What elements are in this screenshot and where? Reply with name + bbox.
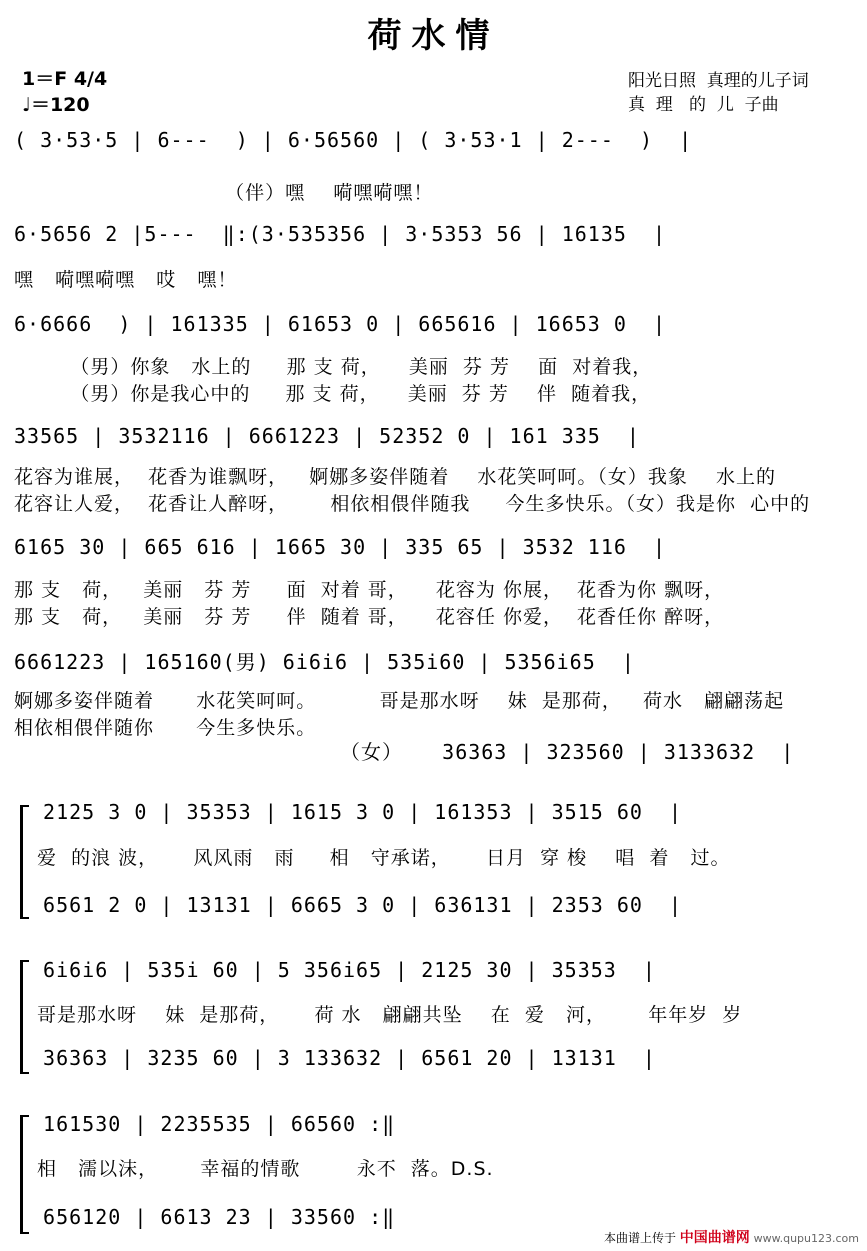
notation-line: 2125 3 0 | 35353 | 1615 3 0 | 161353 | 3515 60 | [30, 800, 683, 824]
notation-line: ( 3·53·5 | 6--- ) | 6·56560 | ( 3·53·1 | 2--- ) | [14, 128, 693, 152]
lyrics-line: 那 支 荷， 美丽 芬 芳 面 对着 哥， 花容为 你展， 花香为你 飘呀， [14, 579, 725, 601]
lyricist-credit: 阳光日照 真理的儿子词 [628, 71, 809, 91]
lyrics-line: 哥是那水呀 妹 是那荷， 荷 水 翩翩共坠 在 爱 河， 年年岁 岁 [30, 1004, 743, 1026]
score-title: 荷水情 [367, 16, 500, 56]
part-bracket [20, 960, 29, 1074]
notation-line: 161530 | 2235535 | 66560 :‖ [30, 1112, 396, 1136]
lyrics-line: 花容为谁展， 花香为谁飘呀， 婀娜多姿伴随着 水花笑呵呵。（女）我象 水上的 [14, 466, 777, 488]
site-brand: 中国曲谱网 [679, 1230, 750, 1246]
lyrics-line: （伴）嘿 嗬嘿嗬嘿！ [14, 182, 434, 204]
lyrics-line: （男）你象 水上的 那 支 荷， 美丽 芬 芳 面 对着我， [14, 356, 653, 378]
notation-line: 6165 30 | 665 616 | 1665 30 | 335 65 | 3532 116 | [14, 535, 667, 559]
composer-credit: 真 理 的 儿 子曲 [628, 95, 779, 115]
key-signature: 1＝F 4/4 [22, 68, 108, 90]
notation-line: 6i6i6 | 535i 60 | 5 356i65 | 2125 30 | 35353 | [30, 958, 656, 982]
part-bracket [20, 805, 29, 919]
notation-line: 6661223 | 165160(男) 6i6i6 | 535i60 | 5356i65 | [14, 650, 635, 674]
notation-line: 656120 | 6613 23 | 33560 :‖ [30, 1205, 396, 1229]
lyrics-line: 爱 的浪 波， 风风雨 雨 相 守承诺， 日月 穿 梭 唱 着 过。 [30, 847, 731, 869]
lyrics-line: 相依相偎伴随你 今生多快乐。 [14, 717, 317, 739]
notation-line: 6·5656 2 |5--- ‖:(3·535356 | 3·5353 56 | 16135 | [14, 222, 667, 246]
tempo-marking: ♩＝120 [22, 94, 90, 116]
lyrics-line: 婀娜多姿伴随着 水花笑呵呵。 哥是那水呀 妹 是那荷， 荷水 翩翩荡起 [14, 690, 785, 712]
lyrics-line: 花容让人爱， 花香让人醉呀， 相依相偎伴随我 今生多快乐。（女）我是你 心中的 [14, 493, 811, 515]
site-domain: www.qupu123.com [753, 1232, 859, 1245]
lyrics-line: 嘿 嗬嘿嗬嘿 哎 嘿！ [14, 269, 238, 291]
upload-note: 本曲谱上传于 [603, 1231, 676, 1245]
part-bracket [20, 1115, 29, 1234]
notation-line: 36363 | 3235 60 | 3 133632 | 6561 20 | 13131 | [30, 1046, 656, 1070]
notation-line: 6561 2 0 | 13131 | 6665 3 0 | 636131 | 2353 60 | [30, 893, 683, 917]
lyrics-line: 那 支 荷， 美丽 芬 芳 伴 随着 哥， 花容任 你爱， 花香任你 醉呀， [14, 606, 725, 628]
notation-line: （女） 36363 | 323560 | 3133632 | [14, 740, 795, 764]
lyrics-line: （男）你是我心中的 那 支 荷， 美丽 芬 芳 伴 随着我， [14, 383, 652, 405]
notation-line: 6·6666 ) | 161335 | 61653 0 | 665616 | 16653 0 | [14, 312, 667, 336]
notation-line: 33565 | 3532116 | 6661223 | 52352 0 | 161 335 | [14, 424, 640, 448]
lyrics-line: 相 濡以沫， 幸福的情歌 永不 落。D.S. [30, 1158, 494, 1180]
upload-watermark [604, 1227, 859, 1247]
